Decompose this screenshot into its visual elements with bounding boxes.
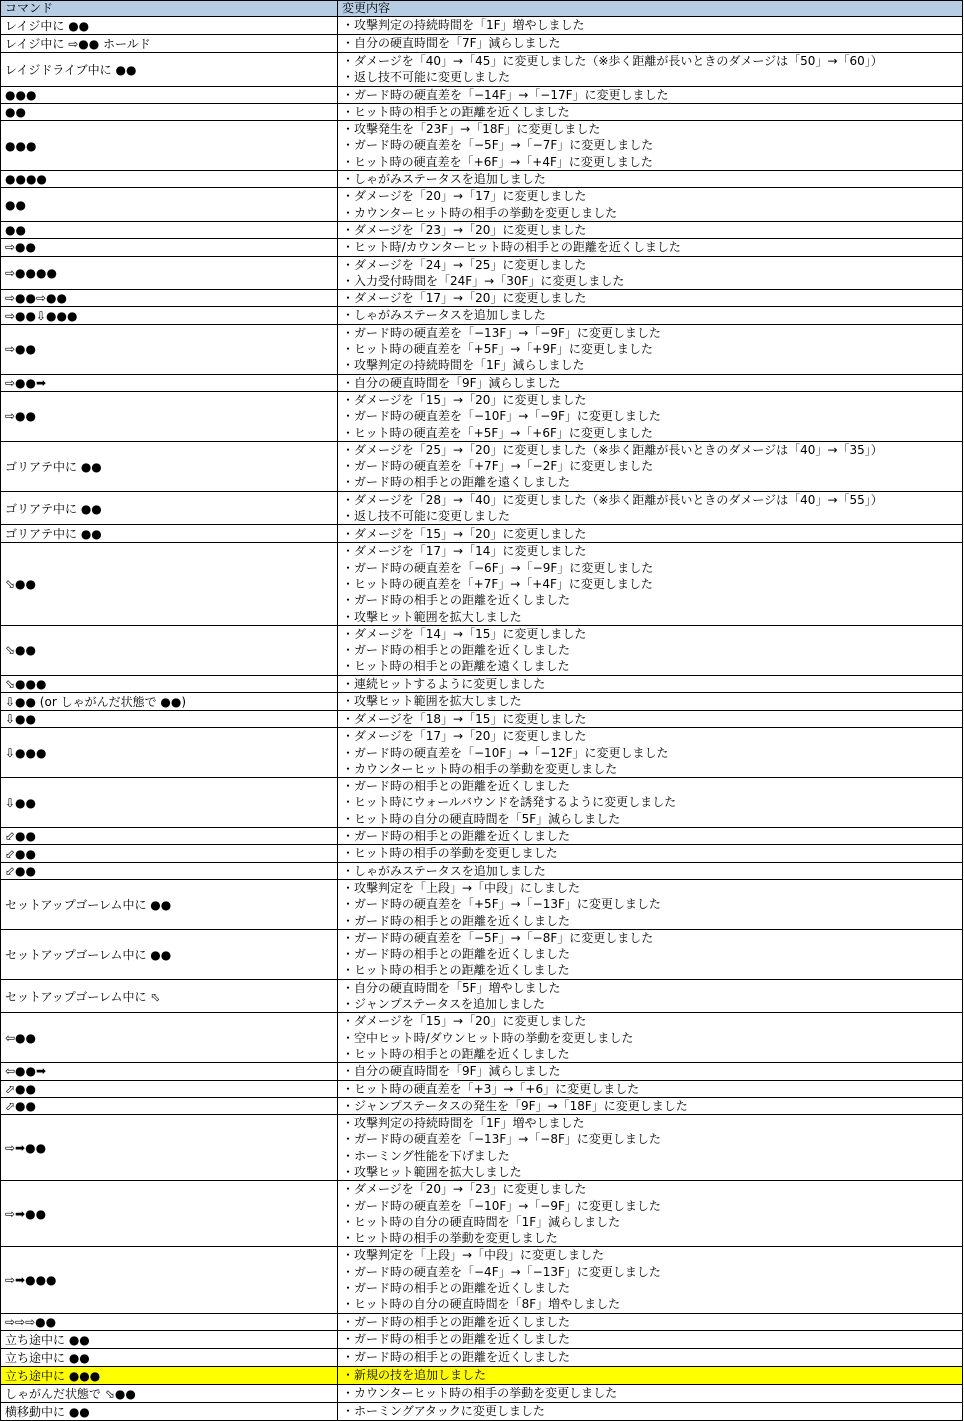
table-row <box>1 374 963 391</box>
change-line: ・ジャンプステータスを追加しました <box>342 997 546 1012</box>
table-row <box>1 221 963 238</box>
change-line: ・ダメージを「18」→「15」に変更しました <box>342 711 587 726</box>
change-line: ・ヒット時の相手との距離を近くしました <box>342 963 570 978</box>
change-line: ・ヒット時の相手との距離を遠くしました <box>342 659 570 674</box>
change-line: ・ダメージを「20」→「23」に変更しました <box>342 1182 587 1197</box>
change-line: ・ガード時の相手との距離を近くしました <box>342 1350 571 1365</box>
table-row <box>1 1402 963 1420</box>
command-cell: ⬀●● <box>1 1097 338 1114</box>
change-line: ・ヒット時にウォールバウンドを誘発するように変更しました <box>342 795 677 810</box>
command-cell: ⇨●● <box>1 324 338 374</box>
change-line: ・自分の硬直時間を「7F」減らしました <box>342 36 561 51</box>
command-cell: 立ち途中に ●● <box>1 1348 338 1366</box>
changes-cell <box>338 828 963 845</box>
table-row <box>1 1330 963 1348</box>
change-line: ・自分の硬直時間を「9F」減らしました <box>342 1064 561 1079</box>
table-row <box>1 121 963 171</box>
changes-cell <box>338 239 963 256</box>
command-cell: ⇨●●➡ <box>1 374 338 391</box>
table-row <box>1 625 963 675</box>
change-line: ・攻撃ヒット範囲を拡大しました <box>342 694 522 709</box>
command-cell: ⇦●● <box>1 1013 338 1063</box>
table-row <box>1 256 963 290</box>
changes-cell <box>338 929 963 979</box>
table-row <box>1 1181 963 1247</box>
change-line: ・ガード時の相手との距離を近くしました <box>342 947 571 962</box>
change-line: ・ガード時の相手との距離を近くしました <box>342 913 571 928</box>
change-line: ・ダメージを「15」→「20」に変更しました <box>342 392 587 407</box>
changes-cell <box>338 1247 963 1313</box>
table-row <box>1 1384 963 1402</box>
command-cell: ⇩●● <box>1 778 338 828</box>
changes-cell <box>338 53 963 87</box>
change-line: ・ガード時の相手との距離を近くしました <box>342 1314 571 1329</box>
changes-cell <box>338 35 963 53</box>
changes-cell <box>338 1115 963 1181</box>
table-row <box>1 171 963 188</box>
table-row <box>1 879 963 929</box>
change-line: ・しゃがみステータスを追加しました <box>342 308 546 323</box>
command-cell: ゴリアテ中に ●● <box>1 441 338 491</box>
command-cell: ⬃●● <box>1 845 338 862</box>
change-line: ・ガード時の相手との距離を近くしました <box>342 643 571 658</box>
change-line: ・ホーミングアタックに変更しました <box>342 1404 545 1419</box>
table-row <box>1 53 963 87</box>
change-line: ・攻撃判定を「上段」→「中段」に変更しました <box>342 1248 605 1263</box>
change-line: ・カウンターヒット時の相手の挙動を変更しました <box>342 761 618 776</box>
header-row <box>1 1 963 17</box>
changes-cell <box>338 879 963 929</box>
change-line: ・ガード時の相手との距離を近くしました <box>342 829 571 844</box>
changes-cell <box>338 1402 963 1420</box>
change-line: ・ダメージを「40」→「45」に変更しました（※歩く距離が長いときのダメージは「50」→「60」） <box>342 54 883 68</box>
table-row <box>1 675 963 692</box>
command-cell: ⬂●● <box>1 543 338 625</box>
command-cell: ●●● <box>1 86 338 103</box>
changes-cell <box>338 491 963 525</box>
change-line: ・ガード時の相手との距離を遠くしました <box>342 475 571 490</box>
header-changes: 変更内容 <box>338 1 963 17</box>
change-line: ・ダメージを「20」→「17」に変更しました <box>342 189 587 204</box>
change-line: ・ダメージを「15」→「20」に変更しました <box>342 526 587 541</box>
changes-cell <box>338 290 963 307</box>
command-cell: ●● <box>1 188 338 222</box>
change-line: ・返し技不可能に変更しました <box>342 509 511 524</box>
change-line: ・ヒット時の硬直差を「+5F」→「+9F」に変更しました <box>342 342 653 357</box>
table-row <box>1 86 963 103</box>
change-line: ・返し技不可能に変更しました <box>342 70 511 85</box>
table-row <box>1 391 963 441</box>
command-cell: ⬃●● <box>1 828 338 845</box>
table-row <box>1 525 963 543</box>
command-cell: ⇨➡●● <box>1 1181 338 1247</box>
change-line: ・空中ヒット時/ダウンヒット時の挙動を変更しました <box>342 1030 634 1045</box>
change-line: ・ガード時の硬直差を「−5F」→「−7F」に変更しました <box>342 138 654 153</box>
change-line: ・ヒット時の硬直差を「+3」→「+6」に変更しました <box>342 1081 640 1096</box>
command-cell: ⇨●● <box>1 239 338 256</box>
command-cell: ⇨➡●●● <box>1 1247 338 1313</box>
table-row <box>1 324 963 374</box>
change-line: ・ガード時の硬直差を「+7F」→「−2F」に変更しました <box>342 459 654 474</box>
command-cell: ⇦●●➡ <box>1 1063 338 1080</box>
change-line: ・ヒット時の相手との距離を近くしました <box>342 104 570 119</box>
table-row <box>1 17 963 35</box>
table-row <box>1 35 963 53</box>
changes-cell <box>338 728 963 778</box>
command-cell: 横移動中に ●● <box>1 1402 338 1420</box>
changes-cell <box>338 675 963 692</box>
change-line: ・ダメージを「15」→「20」に変更しました <box>342 1014 587 1029</box>
table-row <box>1 828 963 845</box>
changes-cell <box>338 307 963 324</box>
change-line: ・ガード時の硬直差を「−13F」→「−9F」に変更しました <box>342 325 661 340</box>
command-cell: 立ち途中に ●● <box>1 1330 338 1348</box>
table-row <box>1 1063 963 1080</box>
change-line: ・攻撃ヒット範囲を拡大しました <box>342 1165 522 1179</box>
change-line: ・ジャンプステータスの発生を「9F」→「18F」に変更しました <box>342 1098 688 1113</box>
changes-cell <box>338 710 963 727</box>
changes-cell <box>338 324 963 374</box>
table-row <box>1 1115 963 1181</box>
change-line: ・自分の硬直時間を「5F」増やしました <box>342 980 561 995</box>
command-cell: ⇩●● (or しゃがんだ状態で ●●) <box>1 692 338 710</box>
table-row <box>1 543 963 625</box>
change-line: ・ダメージを「24」→「25」に変更しました <box>342 257 587 272</box>
table-row <box>1 290 963 307</box>
change-line: ・ガード時の硬直差を「−5F」→「−8F」に変更しました <box>342 930 654 945</box>
changes-cell <box>338 1348 963 1366</box>
change-line: ・ガード時の相手との距離を近くしました <box>342 779 571 794</box>
change-line: ・ガード時の相手との距離を近くしました <box>342 593 571 608</box>
change-line: ・ヒット時の自分の硬直時間を「5F」減らしました <box>342 811 621 826</box>
command-cell: ⇩●● <box>1 710 338 727</box>
change-line: ・ダメージを「17」→「20」に変更しました <box>342 291 587 306</box>
change-line: ・ガード時の硬直差を「−10F」→「−9F」に変更しました <box>342 409 661 424</box>
changes-cell <box>338 1384 963 1402</box>
change-line: ・ダメージを「17」→「14」に変更しました <box>342 544 587 559</box>
table-row <box>1 929 963 979</box>
header-command: コマンド <box>1 1 338 17</box>
change-line: ・攻撃判定の持続時間を「1F」増やしました <box>342 18 585 33</box>
table-row <box>1 239 963 256</box>
changes-cell <box>338 86 963 103</box>
change-line: ・攻撃判定の持続時間を「1F」減らしました <box>342 358 585 373</box>
command-cell: レイジ中に ⇨●● ホールド <box>1 35 338 53</box>
table-row <box>1 692 963 710</box>
change-line: ・ガード時の硬直差を「−10F」→「−12F」に変更しました <box>342 745 669 760</box>
change-line: ・攻撃ヒット範囲を拡大しました <box>342 609 522 624</box>
changes-cell <box>338 778 963 828</box>
changes-cell <box>338 1181 963 1247</box>
command-cell: ⇩●●● <box>1 728 338 778</box>
table-row <box>1 188 963 222</box>
changes-cell <box>338 171 963 188</box>
command-cell: レイジドライブ中に ●● <box>1 53 338 87</box>
command-cell: ⇨➡●● <box>1 1115 338 1181</box>
change-line: ・ガード時の硬直差を「−10F」→「−9F」に変更しました <box>342 1198 661 1213</box>
table-row <box>1 1366 963 1384</box>
changes-cell <box>338 17 963 35</box>
command-cell: セットアップゴーレム中に ⬁ <box>1 979 338 1013</box>
changes-cell <box>338 543 963 625</box>
changes-cell <box>338 979 963 1013</box>
table-row <box>1 1013 963 1063</box>
command-cell: 立ち途中に ●●● <box>1 1366 338 1384</box>
command-cell: ⇨●●⇩●●● <box>1 307 338 324</box>
table-row <box>1 1080 963 1097</box>
command-cell: ●●● <box>1 121 338 171</box>
changes-cell <box>338 625 963 675</box>
change-line: ・しゃがみステータスを追加しました <box>342 172 546 187</box>
change-line: ・ヒット時の自分の硬直時間を「8F」増やしました <box>342 1297 621 1312</box>
change-line: ・自分の硬直時間を「9F」減らしました <box>342 375 561 390</box>
changes-cell <box>338 1080 963 1097</box>
command-cell: ⬃●● <box>1 862 338 879</box>
table-row <box>1 307 963 324</box>
changes-cell <box>338 1097 963 1114</box>
changes-cell <box>338 256 963 290</box>
changes-cell <box>338 1313 963 1330</box>
changes-cell <box>338 374 963 391</box>
change-line: ・ダメージを「14」→「15」に変更しました <box>342 626 587 641</box>
table-row <box>1 103 963 120</box>
command-cell: ⬂●● <box>1 625 338 675</box>
change-line: ・ガード時の相手との距離を近くしました <box>342 1281 571 1296</box>
change-line: ・ヒット時/カウンターヒット時の相手との距離を近くしました <box>342 240 681 255</box>
table-row <box>1 1097 963 1114</box>
command-cell: ⇨●● <box>1 391 338 441</box>
changes-cell <box>338 845 963 862</box>
table-row <box>1 1313 963 1330</box>
table-row <box>1 441 963 491</box>
command-cell: ⇨●●⇨●● <box>1 290 338 307</box>
change-line: ・カウンターヒット時の相手の挙動を変更しました <box>342 205 618 220</box>
changes-cell <box>338 862 963 879</box>
change-line: ・ダメージを「25」→「20」に変更しました（※歩く距離が長いときのダメージは「40」→「35」） <box>342 442 883 457</box>
table-row <box>1 862 963 879</box>
change-line: ・ガード時の相手との距離を近くしました <box>342 1332 571 1347</box>
change-line: ・ヒット時の硬直差を「+7F」→「+4F」に変更しました <box>342 576 653 591</box>
command-cell: ⬂●●● <box>1 675 338 692</box>
command-cell: ⬀●● <box>1 1080 338 1097</box>
changes-cell <box>338 692 963 710</box>
command-cell: ●●●● <box>1 171 338 188</box>
table-row <box>1 979 963 1013</box>
command-cell: ●● <box>1 221 338 238</box>
changes-cell <box>338 121 963 171</box>
changes-cell <box>338 1013 963 1063</box>
change-line: ・ヒット時の硬直差を「+6F」→「+4F」に変更しました <box>342 154 653 169</box>
changes-cell <box>338 391 963 441</box>
command-cell: レイジ中に ●● <box>1 17 338 35</box>
changes-cell <box>338 1063 963 1080</box>
change-line: ・攻撃発生を「23F」→「18F」に変更しました <box>342 122 601 137</box>
table-row <box>1 491 963 525</box>
command-cell: セットアップゴーレム中に ●● <box>1 929 338 979</box>
change-line: ・ヒット時の自分の硬直時間を「1F」減らしました <box>342 1214 621 1229</box>
change-line: ・ヒット時の硬直差を「+5F」→「+6F」に変更しました <box>342 425 653 440</box>
change-line: ・連続ヒットするように変更しました <box>342 676 546 691</box>
changes-cell <box>338 525 963 543</box>
command-cell: ゴリアテ中に ●● <box>1 491 338 525</box>
changes-cell <box>338 441 963 491</box>
changes-cell <box>338 103 963 120</box>
command-cell: セットアップゴーレム中に ●● <box>1 879 338 929</box>
command-cell: ゴリアテ中に ●● <box>1 525 338 543</box>
change-line: ・ガード時の硬直差を「+5F」→「−13F」に変更しました <box>342 897 661 912</box>
change-line: ・ヒット時の相手の挙動を変更しました <box>342 1231 558 1246</box>
changes-cell <box>338 1330 963 1348</box>
change-line: ・ダメージを「28」→「40」に変更しました（※歩く距離が長いときのダメージは「40」→「55」） <box>342 492 883 507</box>
change-line: ・攻撃判定の持続時間を「1F」増やしました <box>342 1116 585 1131</box>
table-row <box>1 778 963 828</box>
command-cell: ●● <box>1 103 338 120</box>
change-line: ・ガード時の硬直差を「−4F」→「−13F」に変更しました <box>342 1264 661 1279</box>
change-line: ・カウンターヒット時の相手の挙動を変更しました <box>342 1386 618 1401</box>
change-line: ・ガード時の硬直差を「−6F」→「−9F」に変更しました <box>342 560 654 575</box>
change-line: ・入力受付時間を「24F」→「30F」に変更しました <box>342 273 625 288</box>
change-line: ・ダメージを「17」→「20」に変更しました <box>342 729 587 744</box>
change-line: ・ホーミング性能を下げました <box>342 1148 510 1163</box>
table-row <box>1 1348 963 1366</box>
table-row <box>1 710 963 727</box>
changes-cell <box>338 1366 963 1384</box>
change-line: ・ダメージを「23」→「20」に変更しました <box>342 222 587 237</box>
table-body <box>1 17 963 1421</box>
change-line: ・しゃがみステータスを追加しました <box>342 863 546 878</box>
table-row <box>1 728 963 778</box>
change-line: ・攻撃判定を「上段」→「中段」にしました <box>342 880 581 895</box>
change-line: ・ヒット時の相手の挙動を変更しました <box>342 846 558 861</box>
change-line: ・新規の技を追加しました <box>342 1368 487 1383</box>
table-row <box>1 845 963 862</box>
command-cell: ⇨●●●● <box>1 256 338 290</box>
changes-cell <box>338 221 963 238</box>
change-line: ・ガード時の硬直差を「−14F」→「−17F」に変更しました <box>342 87 669 102</box>
change-line: ・ヒット時の相手との距離を近くしました <box>342 1046 570 1061</box>
changes-cell <box>338 188 963 222</box>
command-cell: ⇨⇨⇨●● <box>1 1313 338 1330</box>
change-line: ・ガード時の硬直差を「−13F」→「−8F」に変更しました <box>342 1132 661 1147</box>
command-cell: しゃがんだ状態で ⬂●● <box>1 1384 338 1402</box>
table-row <box>1 1247 963 1313</box>
